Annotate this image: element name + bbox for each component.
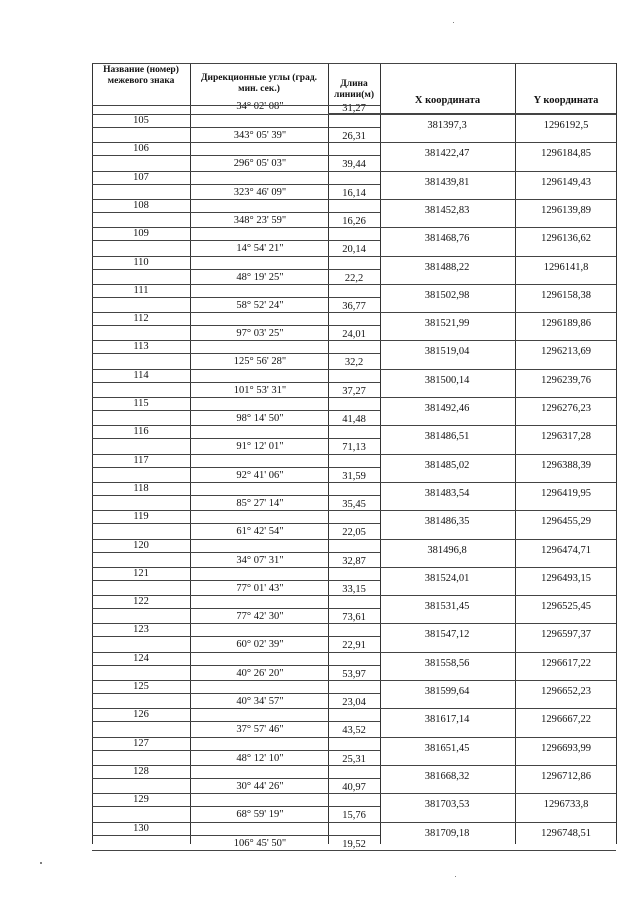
point-number: 109: [133, 228, 149, 240]
point-number: 105: [133, 115, 149, 126]
point-number: 129: [133, 794, 149, 806]
x-coordinate: 381502,98: [424, 289, 470, 301]
x-coordinate: 381468,76: [424, 233, 470, 245]
row-divider: [92, 580, 380, 581]
direction-angle: 101° 53' 31": [233, 384, 287, 396]
y-coordinate: 1296693,99: [541, 742, 591, 754]
line-length: 22,91: [342, 640, 366, 652]
row-divider: [92, 665, 380, 666]
direction-angle: 85° 27' 14": [236, 497, 284, 509]
scan-speck: [455, 876, 456, 877]
y-coordinate: 1296419,95: [541, 487, 591, 499]
point-number: 117: [133, 454, 149, 466]
y-coordinate: 1296388,39: [541, 459, 591, 471]
direction-angle: 30° 44' 26": [236, 780, 284, 792]
row-divider: [92, 438, 380, 439]
point-number: 122: [133, 596, 149, 608]
line-length: 22,2: [344, 272, 364, 284]
y-coordinate: 1296667,22: [541, 714, 591, 726]
row-divider: [92, 750, 380, 751]
x-coordinate: 381521,99: [424, 318, 470, 330]
line-length: 37,27: [342, 385, 366, 397]
row-divider: [92, 778, 380, 779]
header-length: Длина линии(м): [333, 79, 375, 100]
x-coordinate: 381547,12: [424, 629, 470, 641]
y-coordinate: 1296455,29: [541, 516, 591, 528]
x-coordinate: 381703,53: [424, 799, 470, 811]
x-coordinate: 381452,83: [424, 204, 470, 216]
x-coordinate: 381486,35: [424, 516, 470, 528]
x-coordinate: 381486,51: [424, 431, 470, 443]
first-length: 31,27: [342, 103, 366, 114]
point-number: 118: [133, 482, 149, 494]
row-divider: [92, 240, 380, 241]
row-divider: [92, 382, 380, 383]
direction-angle: 98° 14' 50": [236, 413, 284, 424]
x-coordinate: 381519,04: [424, 346, 470, 358]
point-number: 119: [133, 511, 149, 523]
point-number: 112: [133, 313, 149, 325]
x-coordinate: 381422,47: [424, 148, 470, 160]
line-length: 40,97: [342, 781, 366, 793]
y-coordinate: 1296192,5: [543, 120, 589, 131]
direction-angle: 92° 41' 06": [236, 469, 284, 481]
x-coordinate: 381496,8: [427, 544, 467, 556]
y-coordinate: 1296712,86: [541, 770, 591, 782]
line-length: 41,48: [342, 414, 366, 425]
row-divider: [92, 105, 380, 106]
point-number: 106: [133, 143, 149, 155]
table-border-top: [92, 63, 616, 64]
row-divider: [92, 467, 380, 468]
point-number: 124: [133, 652, 149, 664]
row-divider: [92, 353, 380, 354]
direction-angle: 37° 57' 46": [236, 724, 284, 736]
y-coordinate: 1296597,37: [541, 629, 591, 641]
point-number: 127: [133, 737, 149, 749]
x-coordinate: 381599,64: [424, 686, 470, 697]
point-number: 107: [133, 171, 149, 183]
first-angle: 34° 02' 08": [236, 101, 284, 112]
line-length: 15,76: [342, 810, 366, 822]
direction-angle: 97° 03' 25": [236, 328, 284, 340]
line-length: 19,52: [342, 838, 366, 850]
y-coordinate: 1296184,85: [541, 148, 591, 160]
y-coordinate: 1296474,71: [541, 544, 591, 556]
direction-angle: 34° 07' 31": [236, 554, 284, 566]
y-coordinate: 1296617,22: [541, 657, 591, 669]
point-number: 121: [133, 567, 149, 579]
y-coordinate: 1296317,28: [541, 431, 591, 443]
direction-angle: 348° 23' 59": [233, 214, 287, 226]
header-name: Название (номер) межевого знака: [103, 65, 179, 86]
point-number: 114: [133, 369, 149, 381]
line-length: 71,13: [342, 442, 366, 454]
row-divider: [92, 410, 380, 411]
x-coordinate: 381485,02: [424, 459, 470, 471]
scan-speck: [40, 862, 42, 864]
x-coordinate: 381524,01: [424, 572, 470, 584]
direction-angle: 40° 34' 57": [236, 696, 284, 707]
line-length: 35,45: [342, 498, 366, 510]
direction-angle: 48° 12' 10": [236, 752, 284, 764]
line-length: 31,59: [342, 470, 366, 482]
header-angles: Дирекционные углы (град. мин. сек.): [200, 73, 318, 94]
point-number: 108: [133, 199, 149, 211]
y-coordinate: 1296158,38: [541, 289, 591, 301]
row-divider: [92, 495, 380, 496]
row-divider: [92, 269, 380, 270]
y-coordinate: 1296276,23: [541, 403, 591, 414]
x-coordinate: 381531,45: [424, 601, 470, 613]
x-coordinate: 381397,3: [427, 120, 467, 131]
row-divider: [92, 184, 380, 185]
line-length: 43,52: [342, 725, 366, 737]
y-coordinate: 1296141,8: [543, 261, 589, 273]
row-divider: [92, 127, 380, 128]
line-length: 26,31: [342, 131, 366, 142]
point-number: 116: [133, 426, 149, 438]
y-coordinate: 1296136,62: [541, 233, 591, 245]
point-number: 120: [133, 539, 149, 551]
line-length: 25,31: [342, 753, 366, 765]
direction-angle: 48° 19' 25": [236, 271, 284, 283]
line-length: 33,15: [342, 583, 366, 595]
y-coordinate: 1296213,69: [541, 346, 591, 358]
row-divider: [92, 155, 380, 156]
line-length: 24,01: [342, 329, 366, 341]
y-coordinate: 1296525,45: [541, 601, 591, 613]
row-divider: [92, 523, 380, 524]
row-divider: [92, 806, 380, 807]
row-divider: [92, 721, 380, 722]
direction-angle: 58° 52' 24": [236, 299, 284, 311]
line-length: 32,2: [344, 357, 364, 369]
line-length: 53,97: [342, 668, 366, 680]
row-divider: [92, 552, 380, 553]
table-border-right: [616, 63, 617, 844]
y-coordinate: 1296748,51: [541, 827, 591, 839]
x-coordinate: 381488,22: [424, 261, 470, 273]
direction-angle: 77° 42' 30": [236, 611, 284, 623]
direction-angle: 77° 01' 43": [236, 582, 284, 594]
y-coordinate: 1296652,23: [541, 686, 591, 697]
point-number: 130: [133, 822, 149, 834]
direction-angle: 68° 59' 19": [236, 809, 284, 821]
line-length: 23,04: [342, 697, 366, 708]
header-y: Y координата: [533, 95, 599, 106]
point-number: 126: [133, 709, 149, 721]
row-divider: [92, 693, 380, 694]
line-length: 73,61: [342, 612, 366, 624]
line-length: 32,87: [342, 555, 366, 567]
x-coordinate: 381668,32: [424, 770, 470, 782]
x-coordinate: 381709,18: [424, 827, 470, 839]
row-divider: [92, 608, 380, 609]
direction-angle: 61° 42' 54": [236, 526, 284, 538]
direction-angle: 323° 46' 09": [233, 186, 287, 198]
direction-angle: 125° 56' 28": [233, 356, 287, 368]
x-coordinate: 381617,14: [424, 714, 470, 726]
header-x: X координата: [414, 95, 481, 106]
point-number: 125: [133, 681, 149, 692]
direction-angle: 106° 45' 50": [233, 837, 287, 849]
line-length: 22,05: [342, 527, 366, 539]
row-divider: [92, 850, 616, 851]
point-number: 113: [133, 341, 149, 353]
line-length: 20,14: [342, 244, 366, 256]
direction-angle: 14° 54' 21": [236, 243, 284, 255]
row-divider: [92, 835, 380, 836]
y-coordinate: 1296493,15: [541, 572, 591, 584]
line-length: 36,77: [342, 300, 366, 312]
direction-angle: 343° 05' 39": [233, 130, 287, 141]
x-coordinate: 381651,45: [424, 742, 470, 754]
row-divider: [92, 636, 380, 637]
x-coordinate: 381483,54: [424, 487, 470, 499]
row-divider: [92, 297, 380, 298]
point-number: 115: [133, 398, 149, 409]
point-number: 123: [133, 624, 149, 636]
scan-speck: [453, 22, 454, 23]
x-coordinate: 381500,14: [424, 374, 470, 386]
x-coordinate: 381492,46: [424, 403, 470, 414]
boundary-coordinates-table: [92, 63, 616, 850]
y-coordinate: 1296733,8: [543, 799, 589, 811]
point-number: 110: [133, 256, 149, 268]
point-number: 128: [133, 765, 149, 777]
x-coordinate: 381558,56: [424, 657, 470, 669]
y-coordinate: 1296149,43: [541, 176, 591, 188]
point-number: 111: [133, 284, 149, 296]
line-length: 16,14: [342, 187, 366, 199]
direction-angle: 91° 12' 01": [236, 441, 284, 453]
line-length: 39,44: [342, 159, 366, 171]
direction-angle: 60° 02' 39": [236, 639, 284, 651]
y-coordinate: 1296139,89: [541, 204, 591, 216]
y-coordinate: 1296189,86: [541, 318, 591, 330]
direction-angle: 296° 05' 03": [233, 158, 287, 170]
direction-angle: 40° 26' 20": [236, 667, 284, 679]
x-coordinate: 381439,81: [424, 176, 470, 188]
y-coordinate: 1296239,76: [541, 374, 591, 386]
line-length: 16,26: [342, 215, 366, 227]
row-divider: [92, 212, 380, 213]
row-divider: [92, 325, 380, 326]
